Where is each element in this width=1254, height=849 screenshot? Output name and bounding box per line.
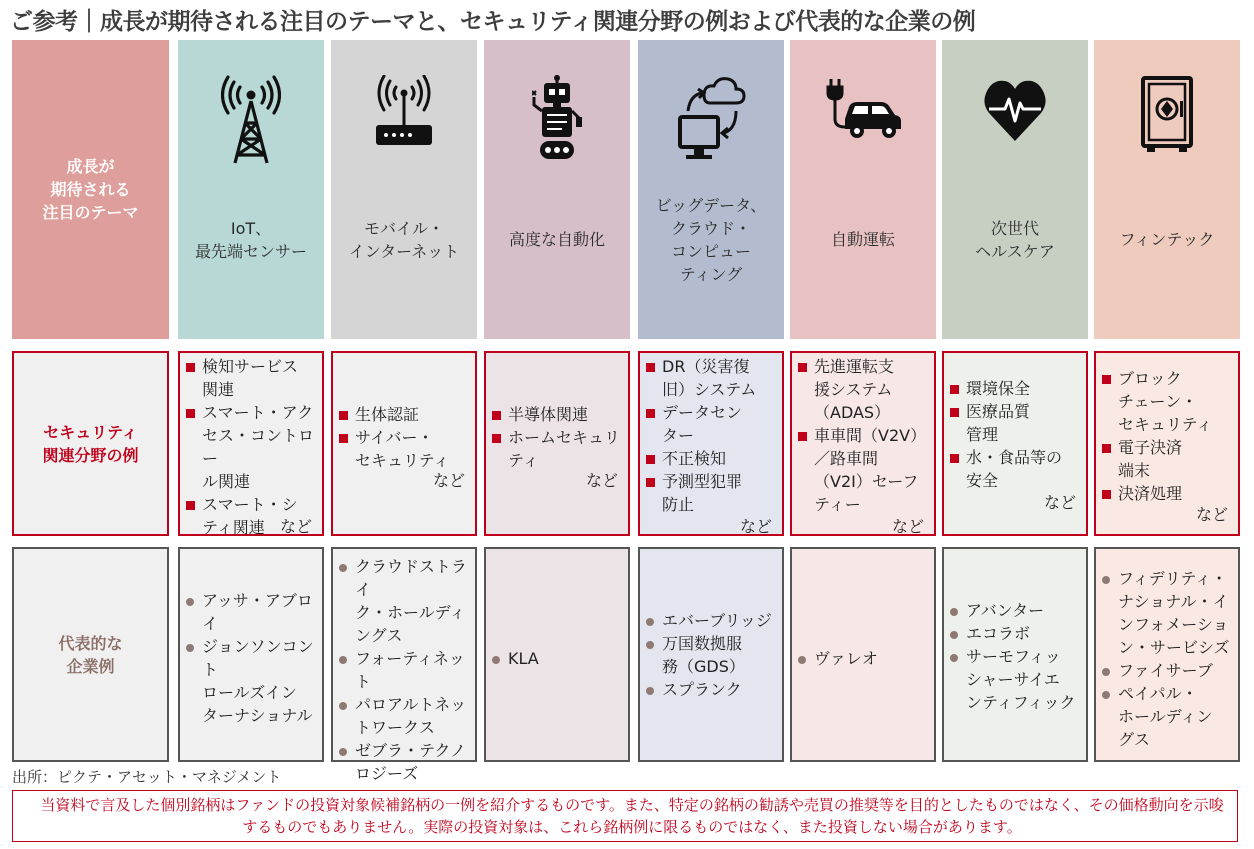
company-item: [186, 635, 318, 727]
security-item: [339, 426, 471, 472]
theme-column-1: [331, 40, 477, 339]
red-square-bullet-icon: [950, 408, 959, 417]
theme-label: 次世代 ヘルスケア: [975, 218, 1055, 261]
red-square-bullet-icon: [646, 363, 655, 372]
theme-column-0: [178, 40, 324, 339]
security-item: [1102, 367, 1234, 436]
red-square-bullet-icon: [1102, 375, 1111, 384]
company-item-text: スプランク: [662, 680, 742, 699]
company-item-text: クラウドストライ ク・ホールディ ングス: [355, 557, 467, 645]
company-item-text: アッサ・アブロ イ: [202, 591, 313, 633]
security-item: [646, 470, 778, 516]
security-item-text: スマート・アク セス・コントロー ル関連: [202, 403, 315, 491]
company-box-3: [638, 547, 784, 762]
security-item: [492, 426, 624, 472]
company-box-1: [331, 547, 477, 783]
red-square-bullet-icon: [492, 434, 501, 443]
row-header-security-label: セキュリティ 関連分野の例: [42, 422, 139, 465]
security-item-text: DR（災害復 旧）システム: [662, 357, 757, 399]
theme-label: 自動運転: [830, 230, 895, 249]
company-item: [950, 645, 1082, 714]
company-item-text: エバーブリッジ: [662, 611, 772, 630]
cell-tower-icon: [178, 75, 324, 175]
red-square-bullet-icon: [646, 455, 655, 464]
security-item-text: 半導体関連: [508, 405, 589, 424]
company-item: [950, 622, 1082, 645]
round-bullet-icon: [798, 656, 806, 664]
red-square-bullet-icon: [186, 409, 195, 418]
company-item: [798, 647, 930, 670]
security-box-0: [178, 351, 324, 536]
company-box-4: [790, 547, 936, 762]
round-bullet-icon: [950, 608, 958, 616]
round-bullet-icon: [1102, 691, 1110, 699]
round-bullet-icon: [1102, 576, 1110, 584]
security-item-text: ホームセキュリ ティ: [508, 428, 621, 470]
red-square-bullet-icon: [339, 434, 348, 443]
round-bullet-icon: [339, 748, 347, 756]
company-item-text: KLA: [508, 649, 539, 668]
company-item-text: ゼブラ・テクノ ロジーズ: [355, 741, 467, 783]
security-item: [1102, 436, 1234, 482]
security-item: [646, 401, 778, 447]
disclaimer-box: 当資料で言及した個別銘柄はファンドの投資対象候補銘柄の一例を紹介するものです。また、特定の銘柄の勧誘や売買の推奨等を目的としたものではなく、その価格動向を示唆するものでもありません。実際の投資対象は、これら銘柄例に限るものではなく、また投資しない場合があります。: [12, 790, 1238, 842]
company-item-text: ヴァレオ: [814, 649, 878, 668]
security-item-text: 決済処理: [1118, 484, 1183, 503]
round-bullet-icon: [1102, 668, 1110, 676]
security-item: [950, 446, 1082, 492]
round-bullet-icon: [339, 702, 347, 710]
security-item-text: 電子決済 端末: [1118, 438, 1183, 480]
company-item-text: エコラボ: [966, 624, 1031, 643]
round-bullet-icon: [339, 656, 347, 664]
row-header-security: [12, 351, 169, 536]
security-item-text: スマート・シ ティ関連: [202, 495, 298, 537]
round-bullet-icon: [646, 687, 654, 695]
company-box-6: [1094, 547, 1240, 762]
red-square-bullet-icon: [798, 432, 807, 441]
company-item: [646, 609, 778, 632]
company-item: [186, 589, 318, 635]
security-item-text: 水・食品等の 安全: [966, 448, 1063, 490]
company-item: [1102, 567, 1234, 659]
theme-column-3: [638, 40, 784, 339]
red-square-bullet-icon: [646, 409, 655, 418]
red-square-bullet-icon: [186, 501, 195, 510]
company-item-text: 万国数拠服 務（GDS）: [662, 634, 745, 676]
round-bullet-icon: [186, 598, 194, 606]
company-item: [646, 632, 778, 678]
red-square-bullet-icon: [950, 454, 959, 463]
red-square-bullet-icon: [1102, 490, 1111, 499]
red-square-bullet-icon: [186, 363, 195, 372]
security-item-text: サイバー・ セキュリティ: [355, 428, 450, 470]
round-bullet-icon: [646, 641, 654, 649]
theme-label: ビッグデータ、 クラウド・ コンピュー ティング: [655, 195, 767, 284]
security-item: [798, 424, 930, 516]
security-item-text: データセン ター: [662, 403, 743, 445]
security-box-6: [1094, 351, 1240, 536]
security-item: [950, 400, 1082, 446]
round-bullet-icon: [186, 644, 194, 652]
security-item: [646, 355, 778, 401]
company-item: [339, 647, 471, 693]
row-header-themes-label: 成長が 期待される 注目のテーマ: [42, 157, 139, 222]
company-item: [339, 693, 471, 739]
theme-column-4: [790, 40, 936, 339]
theme-column-2: [484, 40, 630, 339]
theme-column-5: [942, 40, 1088, 339]
security-item-text: 医療品質 管理: [966, 402, 1031, 444]
etc-label: など: [1195, 505, 1228, 524]
security-item: [798, 355, 930, 424]
company-item-text: パロアルトネッ トワークス: [355, 695, 467, 737]
security-box-4: [790, 351, 936, 536]
security-item-text: 検知サービス 関連: [202, 357, 299, 399]
security-item: [186, 401, 318, 493]
round-bullet-icon: [646, 618, 654, 626]
security-item-text: 生体認証: [355, 405, 420, 424]
company-item: [950, 599, 1082, 622]
security-item: [646, 447, 778, 470]
theme-label: IoT、 最先端センサー: [194, 218, 307, 261]
heart-pulse-icon: [942, 75, 1088, 175]
security-item-text: 予測型犯罪 防止: [662, 472, 743, 514]
company-item-text: フォーティネッ ト: [355, 649, 465, 691]
red-square-bullet-icon: [798, 363, 807, 372]
company-item: [492, 647, 624, 670]
security-box-2: [484, 351, 630, 536]
theme-label: 高度な自動化: [508, 230, 605, 249]
security-box-5: [942, 351, 1088, 536]
company-item: [1102, 682, 1234, 751]
security-box-3: [638, 351, 784, 536]
theme-label: フィンテック: [1119, 230, 1215, 249]
robot-icon: [484, 75, 630, 175]
row-header-companies-label: 代表的な 企業例: [58, 633, 123, 676]
security-box-1: [331, 351, 477, 536]
round-bullet-icon: [950, 654, 958, 662]
source-note: 出所：ピクテ・アセット・マネジメント: [12, 768, 282, 786]
red-square-bullet-icon: [492, 411, 501, 420]
etc-label: など: [279, 517, 312, 536]
company-item: [339, 555, 471, 647]
round-bullet-icon: [950, 631, 958, 639]
round-bullet-icon: [339, 564, 347, 572]
red-square-bullet-icon: [950, 385, 959, 394]
security-item-text: ブロック チェーン・ セキュリティ: [1118, 369, 1213, 434]
row-header-themes: [12, 40, 169, 339]
company-box-0: [178, 547, 324, 762]
security-item-text: 環境保全: [966, 379, 1031, 398]
security-item: [186, 355, 318, 401]
company-item-text: ペイパル・ ホールディン グス: [1118, 684, 1213, 749]
security-item: [1102, 482, 1234, 505]
company-item-text: フィデリティ・ ナショナル・イ ンフォメーショ ン・サービシズ: [1118, 569, 1230, 657]
theme-label: モバイル・ インターネット: [348, 218, 460, 261]
company-item-text: ジョンソンコント ロールズイン ターナショナル: [202, 637, 314, 725]
company-item-text: ファイサーブ: [1118, 661, 1213, 680]
row-header-companies: [12, 547, 169, 762]
red-square-bullet-icon: [646, 478, 655, 487]
red-square-bullet-icon: [339, 411, 348, 420]
electric-car-icon: [790, 75, 936, 175]
page-title: ご参考｜成長が期待される注目のテーマと、セキュリティ関連分野の例および代表的な企業の例: [10, 9, 976, 35]
company-item: [339, 739, 471, 785]
etc-label: など: [891, 517, 924, 536]
etc-label: など: [1043, 493, 1076, 512]
company-box-2: [484, 547, 630, 762]
security-item: [492, 403, 624, 426]
wifi-router-icon: [331, 75, 477, 175]
company-item-text: アバンター: [966, 601, 1045, 620]
security-item: [950, 377, 1082, 400]
theme-column-6: [1094, 40, 1240, 339]
security-item: [339, 403, 471, 426]
company-item: [1102, 659, 1234, 682]
etc-label: など: [585, 471, 618, 490]
company-box-5: [942, 547, 1088, 762]
safe-icon: [1094, 75, 1240, 175]
company-item: [646, 678, 778, 701]
red-square-bullet-icon: [1102, 444, 1111, 453]
cloud-computer-icon: [638, 75, 784, 175]
security-item-text: 不正検知: [662, 449, 727, 468]
etc-label: など: [739, 517, 772, 536]
security-item-text: 車車間（V2V） ／路車間 （V2I）セーフ ティー: [814, 426, 927, 514]
company-item-text: サーモフィッ シャーサイエ ンティフィック: [966, 647, 1076, 712]
round-bullet-icon: [492, 656, 500, 664]
etc-label: など: [432, 471, 465, 490]
security-item-text: 先進運転支 援システム （ADAS）: [814, 357, 895, 422]
